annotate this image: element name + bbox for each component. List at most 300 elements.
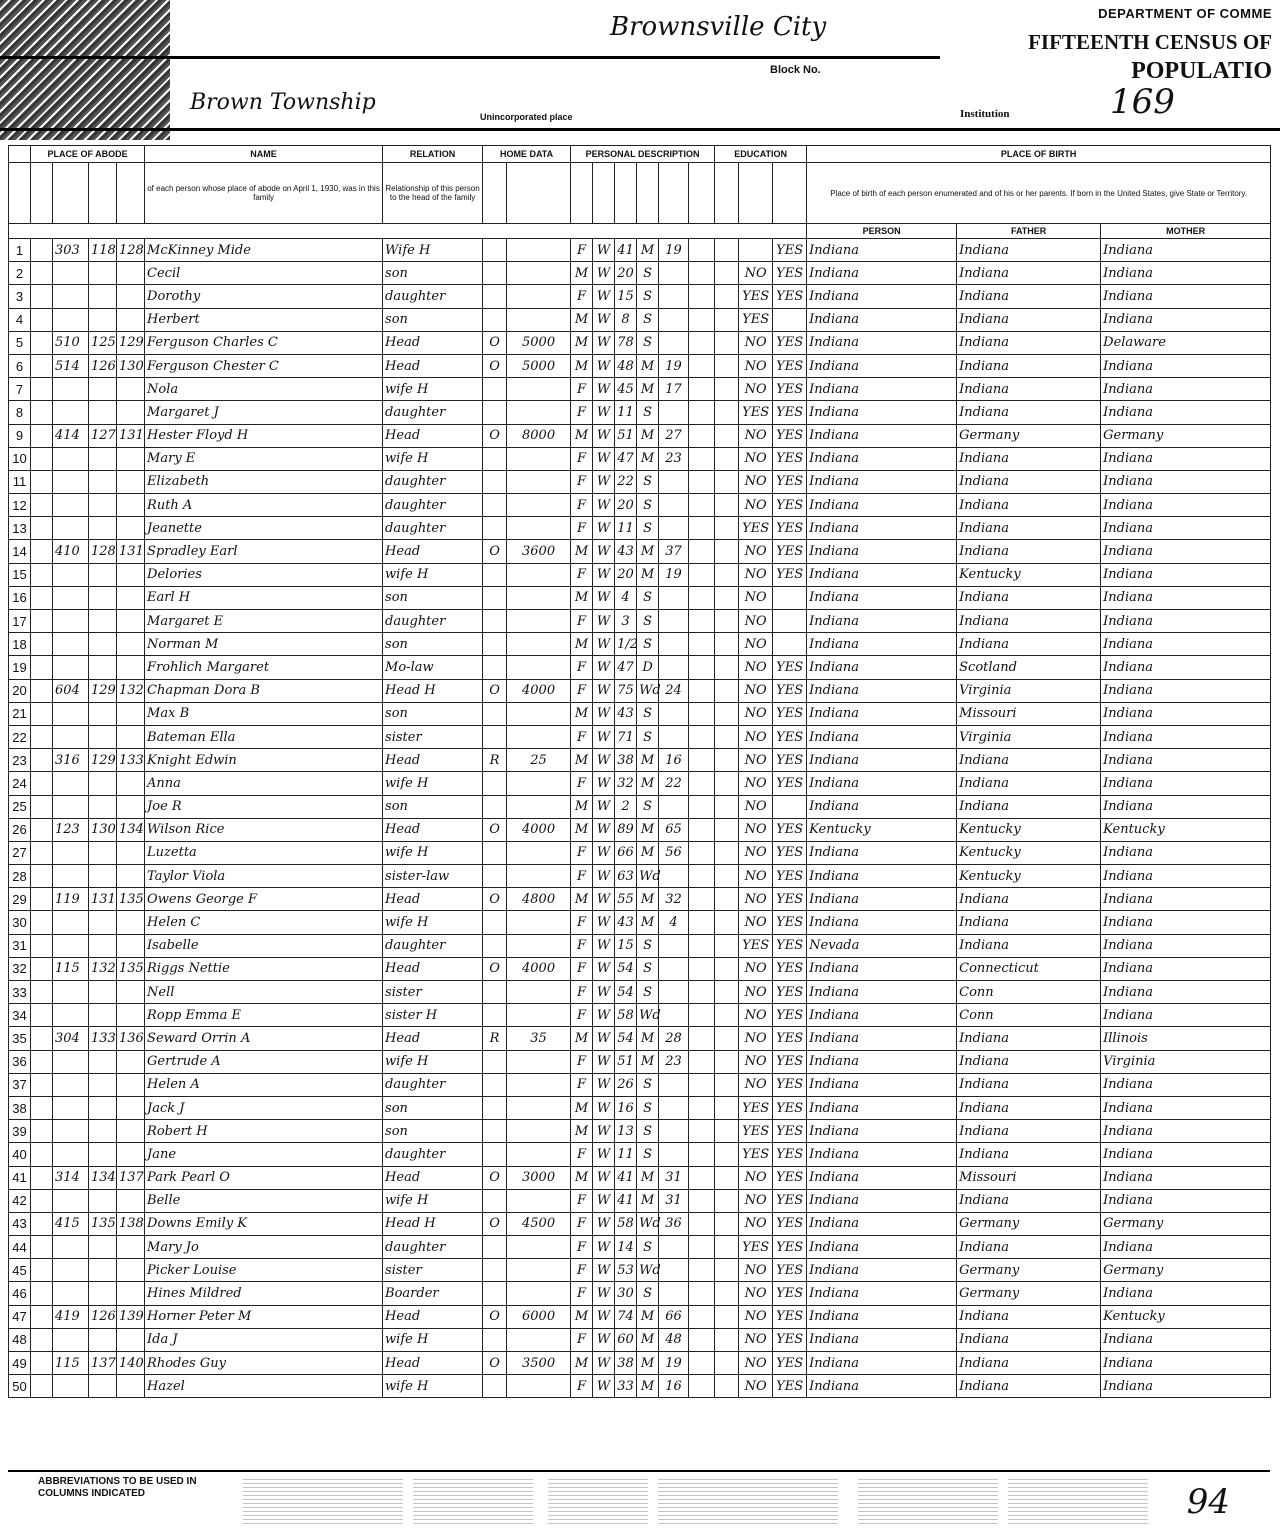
- home-value-cell: [507, 470, 571, 493]
- age-cell: 41: [615, 1166, 637, 1189]
- read-write-cell: YES: [773, 424, 807, 447]
- blank-cell: [715, 1166, 739, 1189]
- race-cell: W: [593, 1282, 615, 1305]
- read-write-cell: YES: [773, 1050, 807, 1073]
- age-at-marriage-cell: 19: [659, 563, 689, 586]
- birthplace-father-cell: Indiana: [957, 1027, 1101, 1050]
- race-cell: W: [593, 540, 615, 563]
- family-number-cell: [117, 378, 145, 401]
- home-value-cell: [507, 447, 571, 470]
- birthplace-mother-cell: Indiana: [1101, 795, 1271, 818]
- name-cell: Hester Floyd H: [145, 424, 383, 447]
- blank-cell: [715, 702, 739, 725]
- house-number-cell: [53, 1120, 89, 1143]
- name-cell: Margaret J: [145, 401, 383, 424]
- age-at-marriage-cell: 28: [659, 1027, 689, 1050]
- birthplace-mother-cell: Indiana: [1101, 262, 1271, 285]
- dwelling-number-cell: [89, 1050, 117, 1073]
- street-cell: [31, 308, 53, 331]
- marital-status-cell: M: [637, 563, 659, 586]
- birthplace-mother-cell: Indiana: [1101, 354, 1271, 377]
- home-value-cell: [507, 262, 571, 285]
- col-mother: MOTHER: [1101, 224, 1271, 239]
- house-number-cell: [53, 865, 89, 888]
- dwelling-number-cell: [89, 1328, 117, 1351]
- street-cell: [31, 540, 53, 563]
- street-cell: [31, 447, 53, 470]
- line-number: 3: [9, 285, 31, 308]
- school-cell: YES: [739, 1096, 773, 1119]
- birthplace-mother-cell: Germany: [1101, 424, 1271, 447]
- relation-cell: Head: [383, 1352, 483, 1375]
- birthplace-person-cell: Indiana: [807, 1282, 957, 1305]
- age-cell: 71: [615, 725, 637, 748]
- age-cell: 32: [615, 772, 637, 795]
- relation-cell: Head: [383, 957, 483, 980]
- relation-cell: sister: [383, 725, 483, 748]
- birthplace-mother-cell: Illinois: [1101, 1027, 1271, 1050]
- street-cell: [31, 633, 53, 656]
- blank-cell: [689, 749, 715, 772]
- house-number-cell: 303: [53, 239, 89, 262]
- age-cell: 11: [615, 1143, 637, 1166]
- street-cell: [31, 957, 53, 980]
- dwelling-number-cell: [89, 1375, 117, 1398]
- tenure-cell: [483, 447, 507, 470]
- unincorporated-label: Unincorporated place: [480, 112, 573, 122]
- home-value-cell: 4000: [507, 818, 571, 841]
- birthplace-mother-cell: Germany: [1101, 1259, 1271, 1282]
- census-header: [0, 0, 1280, 140]
- name-cell: McKinney Mide: [145, 239, 383, 262]
- line-number: 32: [9, 957, 31, 980]
- house-number-cell: [53, 1004, 89, 1027]
- birthplace-mother-cell: Indiana: [1101, 981, 1271, 1004]
- table-row: [9, 470, 1271, 493]
- read-write-cell: YES: [773, 865, 807, 888]
- marital-status-cell: S: [637, 470, 659, 493]
- race-cell: W: [593, 308, 615, 331]
- birthplace-father-cell: Indiana: [957, 239, 1101, 262]
- marital-status-cell: S: [637, 1073, 659, 1096]
- race-cell: W: [593, 1236, 615, 1259]
- house-number-cell: 419: [53, 1305, 89, 1328]
- age-cell: 43: [615, 540, 637, 563]
- family-number-cell: 136: [117, 1027, 145, 1050]
- marital-status-cell: S: [637, 1236, 659, 1259]
- school-cell: YES: [739, 401, 773, 424]
- read-write-cell: YES: [773, 1004, 807, 1027]
- home-value-cell: 4800: [507, 888, 571, 911]
- age-cell: 15: [615, 934, 637, 957]
- name-cell: Robert H: [145, 1120, 383, 1143]
- age-at-marriage-cell: 19: [659, 239, 689, 262]
- marital-status-cell: M: [637, 1328, 659, 1351]
- blank-cell: [715, 610, 739, 633]
- dwelling-number-cell: 129: [89, 679, 117, 702]
- birthplace-father-cell: Conn: [957, 981, 1101, 1004]
- tenure-cell: [483, 1073, 507, 1096]
- abbreviation-key: [1008, 1476, 1148, 1524]
- race-cell: W: [593, 1073, 615, 1096]
- birthplace-father-cell: Kentucky: [957, 563, 1101, 586]
- read-write-cell: YES: [773, 772, 807, 795]
- age-at-marriage-cell: [659, 1259, 689, 1282]
- sex-cell: M: [571, 1120, 593, 1143]
- race-cell: W: [593, 1189, 615, 1212]
- sex-cell: F: [571, 1259, 593, 1282]
- dwelling-number-cell: [89, 563, 117, 586]
- department-title: DEPARTMENT OF COMME: [1098, 6, 1272, 21]
- name-cell: Hines Mildred: [145, 1282, 383, 1305]
- street-cell: [31, 1143, 53, 1166]
- col-group-relation: RELATION: [383, 146, 483, 163]
- line-number: 33: [9, 981, 31, 1004]
- tenure-cell: [483, 610, 507, 633]
- line-number: 2: [9, 262, 31, 285]
- age-cell: 43: [615, 911, 637, 934]
- institution-label: Institution: [960, 108, 1010, 120]
- blank-cell: [689, 1004, 715, 1027]
- census-title: FIFTEENTH CENSUS OF: [1028, 30, 1272, 54]
- birthplace-mother-cell: Indiana: [1101, 1166, 1271, 1189]
- line-number: 45: [9, 1259, 31, 1282]
- birthplace-father-cell: Germany: [957, 424, 1101, 447]
- street-cell: [31, 1236, 53, 1259]
- blank-cell: [715, 981, 739, 1004]
- blank-cell: [715, 331, 739, 354]
- line-number: 4: [9, 308, 31, 331]
- table-row: [9, 494, 1271, 517]
- birthplace-person-cell: Indiana: [807, 1259, 957, 1282]
- family-number-cell: 135: [117, 888, 145, 911]
- read-write-cell: YES: [773, 1143, 807, 1166]
- read-write-cell: YES: [773, 1375, 807, 1398]
- sex-cell: M: [571, 262, 593, 285]
- blank-cell: [689, 1073, 715, 1096]
- line-number: 18: [9, 633, 31, 656]
- birthplace-mother-cell: Indiana: [1101, 610, 1271, 633]
- tenure-cell: [483, 586, 507, 609]
- marital-status-cell: M: [637, 378, 659, 401]
- family-number-cell: 138: [117, 1212, 145, 1235]
- age-cell: 11: [615, 401, 637, 424]
- birthplace-father-cell: Indiana: [957, 1189, 1101, 1212]
- marital-status-cell: S: [637, 401, 659, 424]
- name-caption: of each person whose place of abode on April 1, 1930, was in this family: [145, 163, 383, 224]
- age-at-marriage-cell: 19: [659, 1352, 689, 1375]
- tenure-cell: [483, 262, 507, 285]
- birthplace-mother-cell: Indiana: [1101, 540, 1271, 563]
- age-at-marriage-cell: 31: [659, 1166, 689, 1189]
- line-number: 20: [9, 679, 31, 702]
- race-cell: W: [593, 1305, 615, 1328]
- read-write-cell: YES: [773, 1236, 807, 1259]
- birthplace-person-cell: Indiana: [807, 1004, 957, 1027]
- sex-cell: F: [571, 517, 593, 540]
- name-cell: Knight Edwin: [145, 749, 383, 772]
- read-write-cell: YES: [773, 1305, 807, 1328]
- school-cell: NO: [739, 1282, 773, 1305]
- school-cell: NO: [739, 1328, 773, 1351]
- line-number: 49: [9, 1352, 31, 1375]
- read-write-cell: YES: [773, 749, 807, 772]
- age-cell: 16: [615, 1096, 637, 1119]
- street-cell: [31, 1352, 53, 1375]
- birthplace-father-cell: Indiana: [957, 378, 1101, 401]
- line-number: 23: [9, 749, 31, 772]
- age-cell: 45: [615, 378, 637, 401]
- sex-cell: F: [571, 656, 593, 679]
- birthplace-person-cell: Indiana: [807, 981, 957, 1004]
- read-write-cell: YES: [773, 239, 807, 262]
- age-cell: 15: [615, 285, 637, 308]
- school-cell: NO: [739, 725, 773, 748]
- table-row: [9, 934, 1271, 957]
- marital-status-cell: S: [637, 633, 659, 656]
- blank-cell: [689, 285, 715, 308]
- age-at-marriage-cell: [659, 702, 689, 725]
- race-cell: W: [593, 795, 615, 818]
- table-row: [9, 354, 1271, 377]
- sex-cell: F: [571, 679, 593, 702]
- tenure-cell: [483, 772, 507, 795]
- marital-status-cell: S: [637, 795, 659, 818]
- race-cell: W: [593, 1027, 615, 1050]
- age-cell: 11: [615, 517, 637, 540]
- name-cell: Elizabeth: [145, 470, 383, 493]
- street-cell: [31, 981, 53, 1004]
- school-cell: NO: [739, 1027, 773, 1050]
- home-value-cell: [507, 378, 571, 401]
- age-cell: 89: [615, 818, 637, 841]
- tenure-cell: O: [483, 1352, 507, 1375]
- birthplace-mother-cell: Indiana: [1101, 1189, 1271, 1212]
- age-at-marriage-cell: [659, 1236, 689, 1259]
- read-write-cell: YES: [773, 354, 807, 377]
- read-write-cell: YES: [773, 1259, 807, 1282]
- blank-cell: [689, 1027, 715, 1050]
- age-cell: 75: [615, 679, 637, 702]
- name-cell: Ropp Emma E: [145, 1004, 383, 1027]
- line-number: 13: [9, 517, 31, 540]
- name-cell: Rhodes Guy: [145, 1352, 383, 1375]
- read-write-cell: YES: [773, 725, 807, 748]
- age-at-marriage-cell: 66: [659, 1305, 689, 1328]
- street-cell: [31, 1189, 53, 1212]
- age-at-marriage-cell: [659, 586, 689, 609]
- line-number: 16: [9, 586, 31, 609]
- relation-cell: Head: [383, 1166, 483, 1189]
- age-at-marriage-cell: 27: [659, 424, 689, 447]
- blank-cell: [689, 1328, 715, 1351]
- tenure-cell: [483, 702, 507, 725]
- birthplace-mother-cell: Indiana: [1101, 494, 1271, 517]
- sex-cell: F: [571, 1328, 593, 1351]
- birthplace-person-cell: Indiana: [807, 540, 957, 563]
- house-number-cell: [53, 981, 89, 1004]
- table-row: [9, 401, 1271, 424]
- blank-cell: [689, 378, 715, 401]
- dwelling-number-cell: 126: [89, 354, 117, 377]
- birthplace-person-cell: Indiana: [807, 563, 957, 586]
- birthplace-father-cell: Indiana: [957, 540, 1101, 563]
- tenure-cell: O: [483, 540, 507, 563]
- street-cell: [31, 1120, 53, 1143]
- dwelling-number-cell: [89, 447, 117, 470]
- dwelling-number-cell: 130: [89, 818, 117, 841]
- tenure-cell: [483, 494, 507, 517]
- family-number-cell: [117, 1189, 145, 1212]
- name-cell: Margaret E: [145, 610, 383, 633]
- age-at-marriage-cell: 65: [659, 818, 689, 841]
- tenure-cell: [483, 517, 507, 540]
- race-cell: W: [593, 725, 615, 748]
- blank-cell: [689, 1096, 715, 1119]
- name-cell: Max B: [145, 702, 383, 725]
- home-value-cell: [507, 1004, 571, 1027]
- street-cell: [31, 610, 53, 633]
- family-number-cell: [117, 1328, 145, 1351]
- read-write-cell: YES: [773, 957, 807, 980]
- birthplace-father-cell: Indiana: [957, 610, 1101, 633]
- age-cell: 20: [615, 563, 637, 586]
- home-value-cell: [507, 1073, 571, 1096]
- line-number: 26: [9, 818, 31, 841]
- family-number-cell: [117, 725, 145, 748]
- race-cell: W: [593, 772, 615, 795]
- relation-cell: Mo-law: [383, 656, 483, 679]
- family-number-cell: 139: [117, 1305, 145, 1328]
- birthplace-mother-cell: Indiana: [1101, 1375, 1271, 1398]
- population-title: POPULATIO: [1131, 58, 1272, 84]
- age-cell: 38: [615, 749, 637, 772]
- tenure-cell: [483, 1328, 507, 1351]
- table-row: [9, 795, 1271, 818]
- birthplace-person-cell: Indiana: [807, 1143, 957, 1166]
- home-value-cell: 5000: [507, 331, 571, 354]
- read-write-cell: [773, 795, 807, 818]
- name-cell: Ida J: [145, 1328, 383, 1351]
- line-number: 27: [9, 841, 31, 864]
- street-cell: [31, 494, 53, 517]
- age-cell: 78: [615, 331, 637, 354]
- blank-cell: [689, 795, 715, 818]
- birthplace-father-cell: Indiana: [957, 633, 1101, 656]
- line-number: 25: [9, 795, 31, 818]
- sex-cell: M: [571, 354, 593, 377]
- name-cell: Helen A: [145, 1073, 383, 1096]
- race-cell: W: [593, 331, 615, 354]
- line-number: 11: [9, 470, 31, 493]
- house-number-cell: 514: [53, 354, 89, 377]
- family-number-cell: [117, 1120, 145, 1143]
- age-at-marriage-cell: [659, 262, 689, 285]
- tenure-cell: [483, 401, 507, 424]
- street-cell: [31, 401, 53, 424]
- name-cell: Anna: [145, 772, 383, 795]
- age-at-marriage-cell: [659, 331, 689, 354]
- dwelling-number-cell: 118: [89, 239, 117, 262]
- relation-cell: son: [383, 1120, 483, 1143]
- birthplace-father-cell: Indiana: [957, 1328, 1101, 1351]
- street-cell: [31, 656, 53, 679]
- table-row: [9, 1305, 1271, 1328]
- birthplace-person-cell: Indiana: [807, 470, 957, 493]
- home-value-cell: 6000: [507, 1305, 571, 1328]
- birthplace-mother-cell: Indiana: [1101, 633, 1271, 656]
- family-number-cell: 137: [117, 1166, 145, 1189]
- birthplace-father-cell: Indiana: [957, 1305, 1101, 1328]
- blank-cell: [715, 818, 739, 841]
- street-cell: [31, 285, 53, 308]
- birthplace-father-cell: Indiana: [957, 308, 1101, 331]
- read-write-cell: YES: [773, 563, 807, 586]
- birthplace-father-cell: Indiana: [957, 1352, 1101, 1375]
- home-value-cell: 4500: [507, 1212, 571, 1235]
- tenure-cell: O: [483, 818, 507, 841]
- marital-status-cell: M: [637, 239, 659, 262]
- home-value-cell: 5000: [507, 354, 571, 377]
- age-at-marriage-cell: [659, 285, 689, 308]
- dwelling-number-cell: 126: [89, 1305, 117, 1328]
- age-at-marriage-cell: [659, 1073, 689, 1096]
- blank-cell: [715, 239, 739, 262]
- blank-cell: [689, 702, 715, 725]
- school-cell: YES: [739, 285, 773, 308]
- birthplace-person-cell: Indiana: [807, 865, 957, 888]
- blank-cell: [689, 1143, 715, 1166]
- race-cell: W: [593, 424, 615, 447]
- table-row: [9, 1120, 1271, 1143]
- read-write-cell: [773, 586, 807, 609]
- dwelling-number-cell: [89, 656, 117, 679]
- table-row: [9, 841, 1271, 864]
- age-cell: 4: [615, 586, 637, 609]
- race-cell: W: [593, 702, 615, 725]
- marital-status-cell: S: [637, 308, 659, 331]
- blank-cell: [715, 1050, 739, 1073]
- street-cell: [31, 725, 53, 748]
- marital-status-cell: M: [637, 818, 659, 841]
- sex-cell: M: [571, 702, 593, 725]
- relation-cell: wife H: [383, 1189, 483, 1212]
- family-number-cell: 131: [117, 540, 145, 563]
- family-number-cell: 133: [117, 749, 145, 772]
- age-at-marriage-cell: [659, 1282, 689, 1305]
- sex-cell: F: [571, 494, 593, 517]
- birthplace-father-cell: Indiana: [957, 772, 1101, 795]
- birthplace-person-cell: Indiana: [807, 494, 957, 517]
- relation-cell: son: [383, 262, 483, 285]
- table-row: [9, 308, 1271, 331]
- sex-cell: M: [571, 818, 593, 841]
- marital-status-cell: Wd: [637, 1212, 659, 1235]
- name-cell: Spradley Earl: [145, 540, 383, 563]
- sex-cell: F: [571, 911, 593, 934]
- line-number: 40: [9, 1143, 31, 1166]
- blank-cell: [689, 563, 715, 586]
- home-value-cell: [507, 656, 571, 679]
- home-value-cell: 3600: [507, 540, 571, 563]
- age-cell: 1/2: [615, 633, 637, 656]
- blank-cell: [715, 725, 739, 748]
- home-value-cell: [507, 563, 571, 586]
- relation-cell: son: [383, 1096, 483, 1119]
- table-row: [9, 1236, 1271, 1259]
- dwelling-number-cell: [89, 1004, 117, 1027]
- school-cell: NO: [739, 679, 773, 702]
